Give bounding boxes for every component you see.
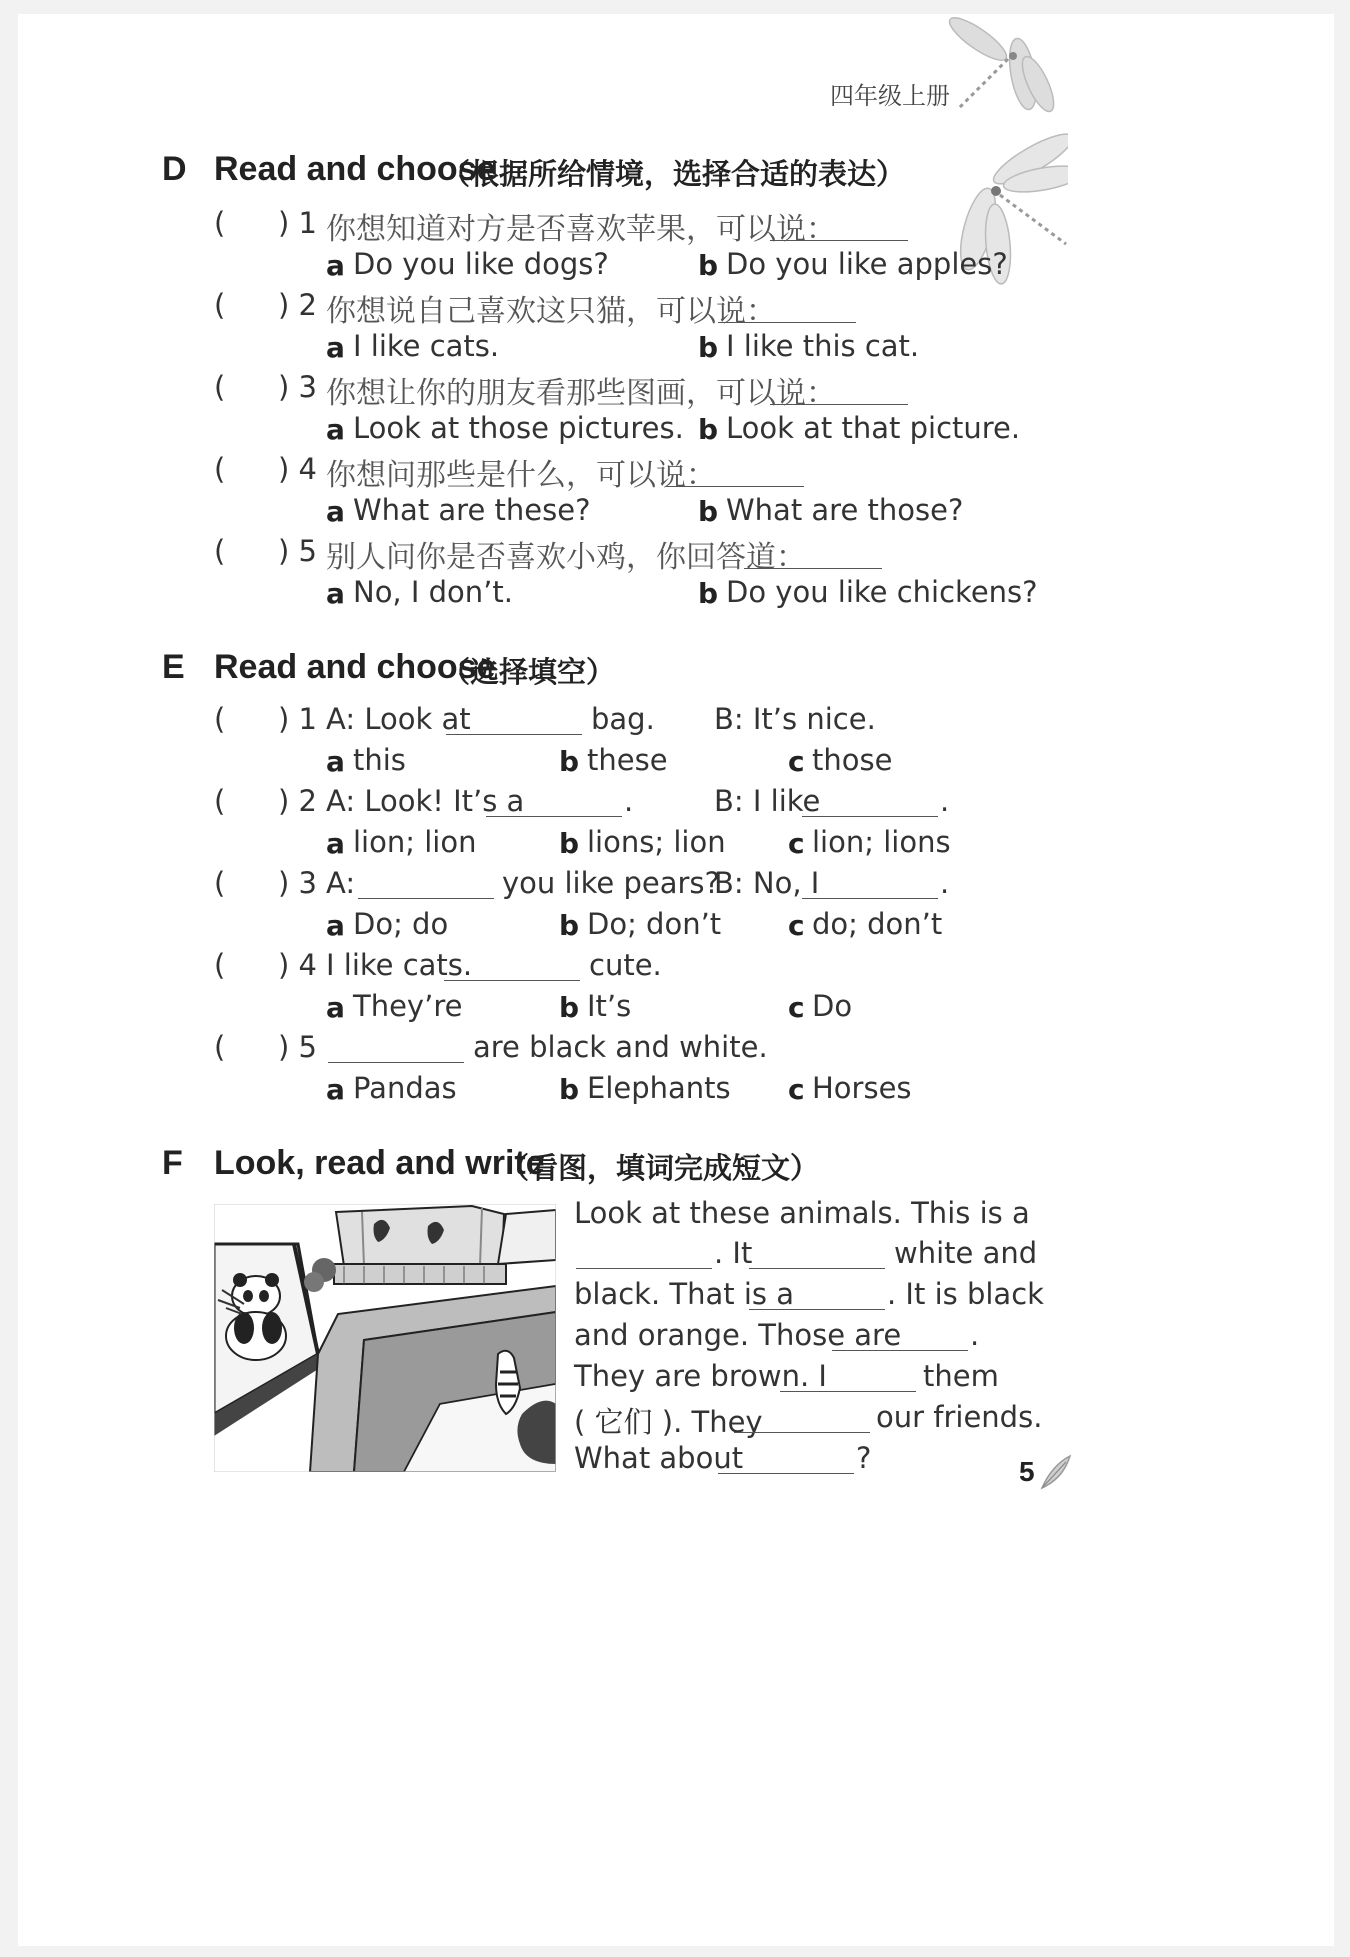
question-prompt: 别人问你是否喜欢小鸡，你回答道： bbox=[326, 540, 806, 575]
section-f-title: Look, read and write bbox=[214, 1144, 545, 1182]
section-f-subtitle: （看图，填词完成短文） bbox=[500, 1151, 820, 1185]
question-prompt: 你想说自己喜欢这只猫，可以说： bbox=[326, 294, 776, 329]
question-number: ) 3 bbox=[278, 370, 317, 404]
passage-text: and orange. Those are bbox=[574, 1318, 902, 1352]
option-b[interactable]: Elephants bbox=[587, 1071, 731, 1105]
question-number: ) 1 bbox=[278, 702, 317, 736]
option-letter: c bbox=[788, 745, 805, 778]
question-text: . bbox=[624, 784, 634, 818]
option-b[interactable]: What are those? bbox=[726, 493, 964, 527]
option-b[interactable]: these bbox=[587, 743, 668, 777]
option-letter: b bbox=[698, 413, 719, 446]
option-c[interactable]: lion; lions bbox=[812, 825, 951, 859]
option-c[interactable]: Do bbox=[812, 989, 853, 1023]
section-d-letter: D bbox=[162, 150, 187, 188]
option-b[interactable]: Do you like apples? bbox=[726, 247, 1008, 281]
answer-blank[interactable] bbox=[734, 1404, 870, 1433]
answer-paren: ( bbox=[214, 534, 226, 568]
passage-text: What about bbox=[574, 1441, 744, 1475]
answer-paren: ( bbox=[214, 1030, 226, 1064]
option-letter: a bbox=[326, 745, 345, 778]
answer-blank[interactable] bbox=[802, 788, 938, 817]
answer-blank[interactable] bbox=[802, 870, 938, 899]
answer-paren: ( bbox=[214, 948, 226, 982]
option-letter: b bbox=[559, 827, 580, 860]
option-letter: c bbox=[788, 827, 805, 860]
option-c[interactable]: those bbox=[812, 743, 893, 777]
passage-text: them bbox=[923, 1359, 999, 1393]
question-number: ) 5 bbox=[278, 534, 317, 568]
answer-blank[interactable] bbox=[718, 294, 856, 323]
answer-blank[interactable] bbox=[749, 1240, 885, 1269]
question-prompt: 你想知道对方是否喜欢苹果，可以说： bbox=[326, 212, 836, 247]
option-c[interactable]: Horses bbox=[812, 1071, 912, 1105]
option-b[interactable]: It’s bbox=[587, 989, 632, 1023]
passage-text: our friends. bbox=[876, 1400, 1043, 1434]
passage-text: They are brown. I bbox=[574, 1359, 827, 1393]
question-text: B: I like bbox=[714, 784, 821, 818]
question-text: . bbox=[940, 784, 950, 818]
option-letter: b bbox=[559, 991, 580, 1024]
grade-label: 四年级上册 bbox=[830, 82, 950, 110]
option-letter: b bbox=[698, 495, 719, 528]
zoo-illustration bbox=[214, 1204, 556, 1472]
answer-blank[interactable] bbox=[486, 788, 622, 817]
answer-blank[interactable] bbox=[770, 212, 908, 241]
option-letter: a bbox=[326, 991, 345, 1024]
passage-text: . It bbox=[714, 1236, 753, 1270]
question-number: ) 4 bbox=[278, 452, 317, 486]
passage-text: ( 它们 ). They bbox=[574, 1405, 763, 1439]
option-a[interactable]: I like cats. bbox=[353, 329, 500, 363]
option-letter: a bbox=[326, 827, 345, 860]
option-c[interactable]: do; don’t bbox=[812, 907, 943, 941]
workbook-page bbox=[18, 14, 1334, 1946]
answer-paren: ( bbox=[214, 370, 226, 404]
question-text: cute. bbox=[589, 948, 662, 982]
option-letter: b bbox=[559, 909, 580, 942]
section-e-letter: E bbox=[162, 648, 185, 686]
option-letter: a bbox=[326, 909, 345, 942]
option-letter: c bbox=[788, 991, 805, 1024]
option-a[interactable]: No, I don’t. bbox=[353, 575, 513, 609]
answer-blank[interactable] bbox=[744, 540, 882, 569]
option-a[interactable]: Pandas bbox=[353, 1071, 457, 1105]
question-prompt: 你想问那些是什么，可以说： bbox=[326, 458, 716, 493]
option-letter: a bbox=[326, 1073, 345, 1106]
answer-paren: ( bbox=[214, 866, 226, 900]
question-number: ) 5 bbox=[278, 1030, 317, 1064]
answer-blank[interactable] bbox=[666, 458, 804, 487]
option-a[interactable]: lion; lion bbox=[353, 825, 477, 859]
section-d-title: Read and choose bbox=[214, 150, 496, 188]
option-b[interactable]: Look at that picture. bbox=[726, 411, 1021, 445]
option-letter: b bbox=[698, 249, 719, 282]
question-text: A: Look at bbox=[326, 702, 471, 736]
section-e-title: Read and choose bbox=[214, 648, 496, 686]
option-letter: a bbox=[326, 331, 345, 364]
answer-blank[interactable] bbox=[749, 1281, 885, 1310]
option-a[interactable]: Do you like dogs? bbox=[353, 247, 609, 281]
feather-icon bbox=[1038, 1454, 1072, 1490]
section-d-subtitle: （根据所给情境，选择合适的表达） bbox=[441, 157, 906, 191]
option-letter: c bbox=[788, 1073, 805, 1106]
answer-paren: ( bbox=[214, 702, 226, 736]
answer-paren: ( bbox=[214, 784, 226, 818]
answer-blank[interactable] bbox=[446, 706, 582, 735]
answer-blank[interactable] bbox=[718, 1445, 854, 1474]
option-a[interactable]: Do; do bbox=[353, 907, 449, 941]
passage-text: Look at these animals. This is a bbox=[574, 1196, 1030, 1230]
question-number: ) 1 bbox=[278, 206, 317, 240]
answer-paren: ( bbox=[214, 452, 226, 486]
question-text: . bbox=[940, 866, 950, 900]
option-b[interactable]: lions; lion bbox=[587, 825, 726, 859]
question-text: bag. bbox=[591, 702, 655, 736]
answer-blank[interactable] bbox=[358, 870, 494, 899]
answer-blank[interactable] bbox=[770, 376, 908, 405]
question-text: A: Look! It’s a bbox=[326, 784, 525, 818]
question-number: ) 2 bbox=[278, 288, 317, 322]
option-letter: b bbox=[698, 331, 719, 364]
option-b[interactable]: I like this cat. bbox=[726, 329, 920, 363]
answer-paren: ( bbox=[214, 206, 226, 240]
answer-blank[interactable] bbox=[444, 952, 580, 981]
passage-text: . bbox=[970, 1318, 980, 1352]
option-b[interactable]: Do you like chickens? bbox=[726, 575, 1038, 609]
passage-text: . It is black bbox=[887, 1277, 1044, 1311]
option-letter: b bbox=[559, 1073, 580, 1106]
question-number: ) 4 bbox=[278, 948, 317, 982]
option-b[interactable]: Do; don’t bbox=[587, 907, 722, 941]
page-number: 5 bbox=[1019, 1456, 1035, 1487]
option-letter: a bbox=[326, 577, 345, 610]
answer-blank[interactable] bbox=[832, 1322, 968, 1351]
question-text: are black and white. bbox=[473, 1030, 768, 1064]
question-prompt: 你想让你的朋友看那些图画，可以说： bbox=[326, 376, 836, 411]
question-text: A: bbox=[326, 866, 356, 900]
option-letter: a bbox=[326, 495, 345, 528]
passage-text: ? bbox=[856, 1441, 872, 1475]
section-e-subtitle: （选择填空） bbox=[441, 655, 616, 689]
option-letter: a bbox=[326, 249, 345, 282]
question-text: I like cats. bbox=[326, 948, 473, 982]
option-letter: b bbox=[559, 745, 580, 778]
answer-blank[interactable] bbox=[576, 1240, 712, 1269]
option-a[interactable]: They’re bbox=[353, 989, 463, 1023]
question-text: you like pears? bbox=[502, 866, 720, 900]
question-number: ) 3 bbox=[278, 866, 317, 900]
question-number: ) 2 bbox=[278, 784, 317, 818]
passage-text: black. That is a bbox=[574, 1277, 795, 1311]
section-f-letter: F bbox=[162, 1144, 183, 1182]
answer-blank[interactable] bbox=[328, 1034, 464, 1063]
option-a[interactable]: What are these? bbox=[353, 493, 591, 527]
option-letter: c bbox=[788, 909, 805, 942]
question-text: B: No, I bbox=[714, 866, 820, 900]
answer-blank[interactable] bbox=[780, 1363, 916, 1392]
question-text: B: It’s nice. bbox=[714, 702, 876, 736]
option-a[interactable]: this bbox=[353, 743, 406, 777]
passage-text: white and bbox=[894, 1236, 1038, 1270]
option-letter: b bbox=[698, 577, 719, 610]
option-a[interactable]: Look at those pictures. bbox=[353, 411, 684, 445]
answer-paren: ( bbox=[214, 288, 226, 322]
option-letter: a bbox=[326, 413, 345, 446]
